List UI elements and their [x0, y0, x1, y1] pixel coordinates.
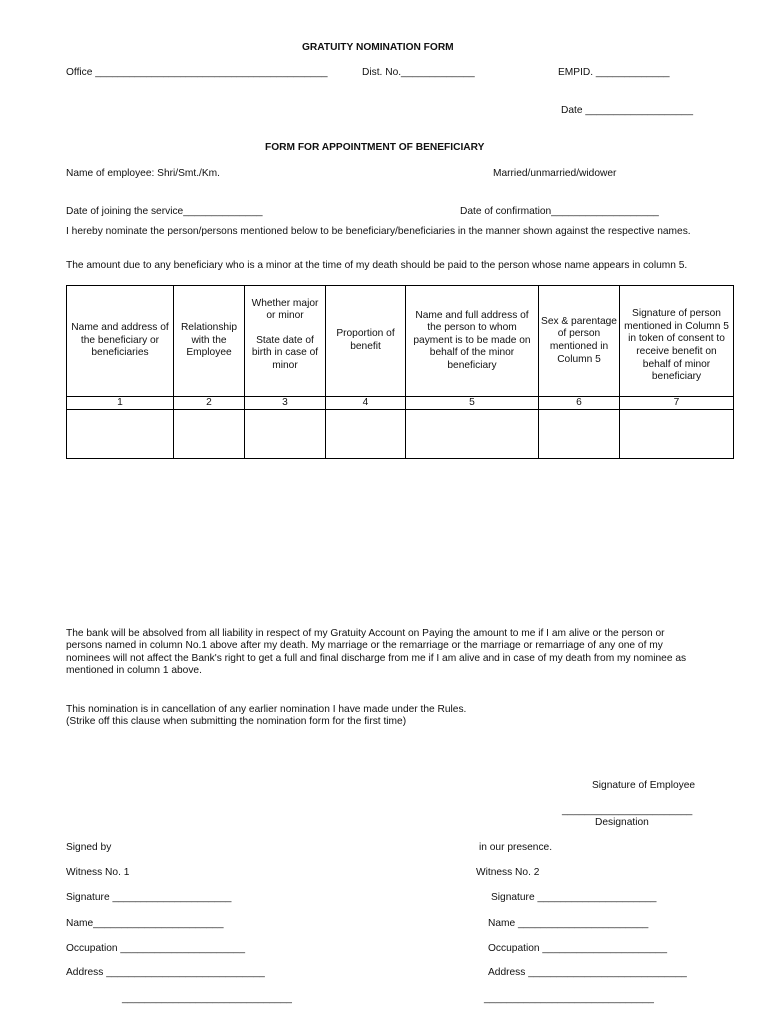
- table-entry-cell[interactable]: [245, 410, 326, 459]
- empid-field[interactable]: EMPID. _____________: [558, 67, 670, 78]
- witness2-signature-field[interactable]: Signature _____________________: [491, 892, 657, 903]
- signed-by-label: Signed by: [66, 842, 112, 853]
- witness2-address-line[interactable]: ______________________________: [484, 993, 654, 1004]
- table-entry-cell[interactable]: [67, 410, 174, 459]
- minor-paragraph: The amount due to any beneficiary who is a minor at the time of my death should be paid to the person whose name appears in column 5.: [66, 260, 688, 271]
- confirmation-date-field[interactable]: Date of confirmation___________________: [460, 206, 659, 217]
- column-number: 2: [174, 397, 245, 410]
- column-number: 6: [539, 397, 620, 410]
- column-number: 4: [326, 397, 406, 410]
- witness1-occupation-field[interactable]: Occupation ______________________: [66, 943, 246, 954]
- witness2-occupation-field[interactable]: Occupation ______________________: [488, 943, 668, 954]
- witness2-name-field[interactable]: Name _______________________: [488, 918, 649, 929]
- column-header-3-major-minor: Whether major or minor: [251, 297, 319, 322]
- presence-label: in our presence.: [479, 842, 553, 853]
- witness2-address-field[interactable]: Address ____________________________: [488, 967, 687, 978]
- column-number: 5: [406, 397, 539, 410]
- employee-signature-label: Signature of Employee: [592, 780, 696, 791]
- table-number-row: [67, 397, 734, 410]
- column-header-5: Name and full address of the person to whom payment is to be made on behalf of the minor beneficiary: [406, 286, 539, 397]
- column-header-1: Name and address of the beneficiary or beneficiaries: [67, 286, 174, 397]
- cancellation-line: This nomination is in cancellation of any earlier nomination I have made under the Rules.: [66, 704, 467, 715]
- witness1-signature-field[interactable]: Signature _____________________: [66, 892, 232, 903]
- table-entry-cell[interactable]: [539, 410, 620, 459]
- employee-name-field[interactable]: Name of employee: Shri/Smt./Km.: [66, 168, 220, 179]
- office-field[interactable]: Office _________________________________________: [66, 67, 328, 78]
- witness1-label: Witness No. 1: [66, 867, 130, 878]
- date-field[interactable]: Date ___________________: [561, 105, 693, 116]
- column-number: 3: [245, 397, 326, 410]
- table-entry-cell[interactable]: [406, 410, 539, 459]
- form-title: GRATUITY NOMINATION FORM: [302, 42, 454, 53]
- table-entry-cell[interactable]: [174, 410, 245, 459]
- column-header-7: Signature of person mentioned in Column 5 in token of consent to receive benefit on behalf of minor beneficiary: [620, 286, 734, 397]
- designation-line[interactable]: _______________________: [562, 805, 693, 816]
- nominate-paragraph: I hereby nominate the person/persons mentioned below to be beneficiary/beneficiaries in the manner shown against the respective names.: [66, 226, 691, 237]
- table-entry-row[interactable]: [67, 410, 734, 459]
- beneficiary-table: [66, 285, 734, 459]
- table-entry-cell[interactable]: [326, 410, 406, 459]
- column-header-2: Relationship with the Employee: [174, 286, 245, 397]
- column-number: 1: [67, 397, 174, 410]
- column-header-6: Sex & parentage of person mentioned in Column 5: [539, 286, 620, 397]
- table-entry-cell[interactable]: [620, 410, 734, 459]
- dist-no-field[interactable]: Dist. No._____________: [362, 67, 475, 78]
- joining-date-field[interactable]: Date of joining the service______________: [66, 206, 263, 217]
- section-title: FORM FOR APPOINTMENT OF BENEFICIARY: [265, 142, 485, 153]
- witness2-label: Witness No. 2: [476, 867, 540, 878]
- column-header-4: Proportion of benefit: [326, 286, 406, 397]
- witness1-name-field[interactable]: Name_______________________: [66, 918, 224, 929]
- column-header-3-dob: State date of birth in case of minor: [251, 334, 319, 371]
- marital-status-field[interactable]: Married/unmarried/widower: [493, 168, 617, 179]
- witness1-address-line[interactable]: ______________________________: [122, 993, 292, 1004]
- column-header-3: [245, 286, 326, 397]
- bank-paragraph: The bank will be absolved from all liability in respect of my Gratuity Account on Paying the amount to me if I am alive or the person or persons named in column No.1 above after my death. My marriage or the remarriage or the marriage or remarriage of any one of my nominees will not affect the Bank's right to get a full and final discharge from me if I am alive and in case of my death from my nominee as mentioned in column 1 above.: [66, 628, 687, 677]
- column-number: 7: [620, 397, 734, 410]
- cancellation-note: (Strike off this clause when submitting the nomination form for the first time): [66, 716, 407, 727]
- witness1-address-field[interactable]: Address ____________________________: [66, 967, 265, 978]
- table-header-row: [67, 286, 734, 397]
- designation-label: Designation: [595, 817, 649, 828]
